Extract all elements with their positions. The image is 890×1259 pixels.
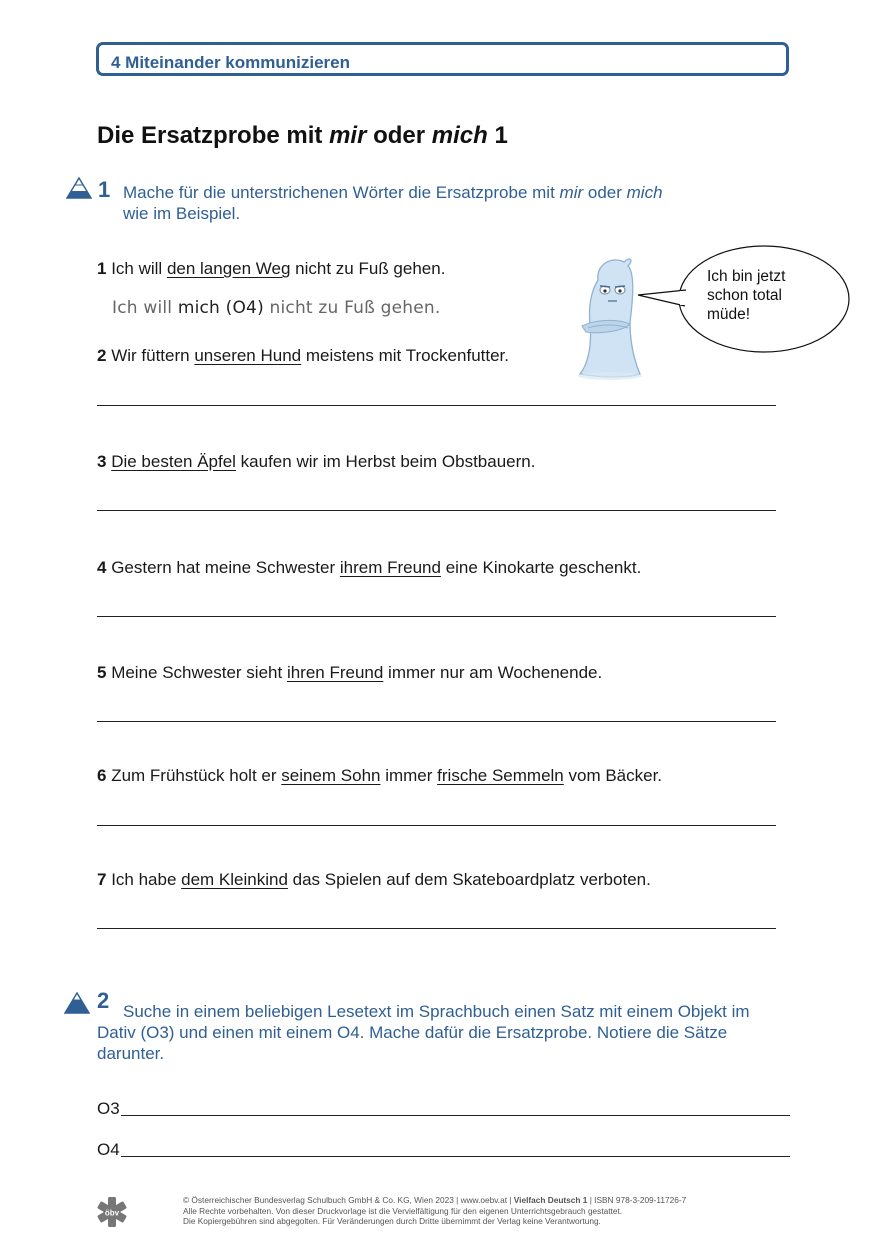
exercise-4: 4 Gestern hat meine Schwester ihrem Freund eine Kinokarte geschenkt. (97, 558, 642, 577)
speech-bubble-text: Ich bin jetzt schon total müde! (707, 268, 786, 323)
task-2-number: 2 (97, 988, 110, 1013)
copyright-footer: © Österreichischer Bundesverlag Schulbuch GmbH & Co. KG, Wien 2023 | www.oebv.at | Vielfach Deutsch 1 | ISBN 978-3-209-11726-7 Alle Rechte vorbehalten. Von dieser Druckvorlage ist die Vervielfältigung für den eigenen Unterrichtsgebrauch gestattet. Die Kopiergebühren sind abgegolten. Für Veränderungen durch Dritte übernimmt der Verlag keine Verantwortung. (183, 1195, 687, 1226)
task-2-line-3: darunter. (97, 1044, 165, 1063)
answer-line-3[interactable] (97, 510, 776, 511)
exercise-2: 2 Wir füttern unseren Hund meistens mit Trockenfutter. (97, 346, 509, 365)
o3-label: O3 (97, 1099, 120, 1118)
exercise-1: 1 Ich will den langen Weg nicht zu Fuß gehen. (97, 259, 446, 278)
page-title: Die Ersatzprobe mit mir oder mich 1 (97, 122, 508, 149)
answer-line-o3[interactable] (121, 1115, 790, 1116)
example-answer: Ich will mich (O4) nicht zu Fuß gehen. (112, 298, 441, 318)
answer-line-o4[interactable] (121, 1156, 790, 1157)
answer-line-4[interactable] (97, 616, 776, 617)
answer-line-5[interactable] (97, 721, 776, 722)
answer-line-2[interactable] (97, 405, 776, 406)
answer-line-7[interactable] (97, 928, 776, 929)
publisher-logo (96, 1196, 128, 1228)
difficulty-pyramid-icon (66, 177, 92, 199)
exercise-5: 5 Meine Schwester sieht ihren Freund immer nur am Wochenende. (97, 663, 603, 682)
exercise-7: 7 Ich habe dem Kleinkind das Spielen auf dem Skateboardplatz verboten. (97, 870, 651, 889)
task-2-line-2: Dativ (O3) und einen mit einem O4. Mache dafür die Ersatzprobe. Notiere die Sätze (97, 1023, 728, 1042)
o4-label: O4 (97, 1140, 120, 1159)
exercise-3: 3 Die besten Äpfel kaufen wir im Herbst beim Obstbauern. (97, 452, 536, 471)
publisher-logo-text: öbv (104, 1208, 120, 1218)
exercise-6: 6 Zum Frühstück holt er seinem Sohn immer frische Semmeln vom Bäcker. (97, 766, 663, 785)
difficulty-pyramid-icon (64, 992, 90, 1014)
task-1-instruction: Mache für die unterstrichenen Wörter die Ersatzprobe mit mir oder mich wie im Beispiel. (123, 183, 663, 223)
task-1-number: 1 (98, 177, 111, 202)
answer-line-6[interactable] (97, 825, 776, 826)
chapter-header (96, 42, 789, 76)
chapter-title: 4 Miteinander kommunizieren (111, 53, 350, 72)
task-2-line-1: Suche in einem beliebigen Lesetext im Sprachbuch einen Satz mit einem Objekt im (123, 1002, 750, 1021)
